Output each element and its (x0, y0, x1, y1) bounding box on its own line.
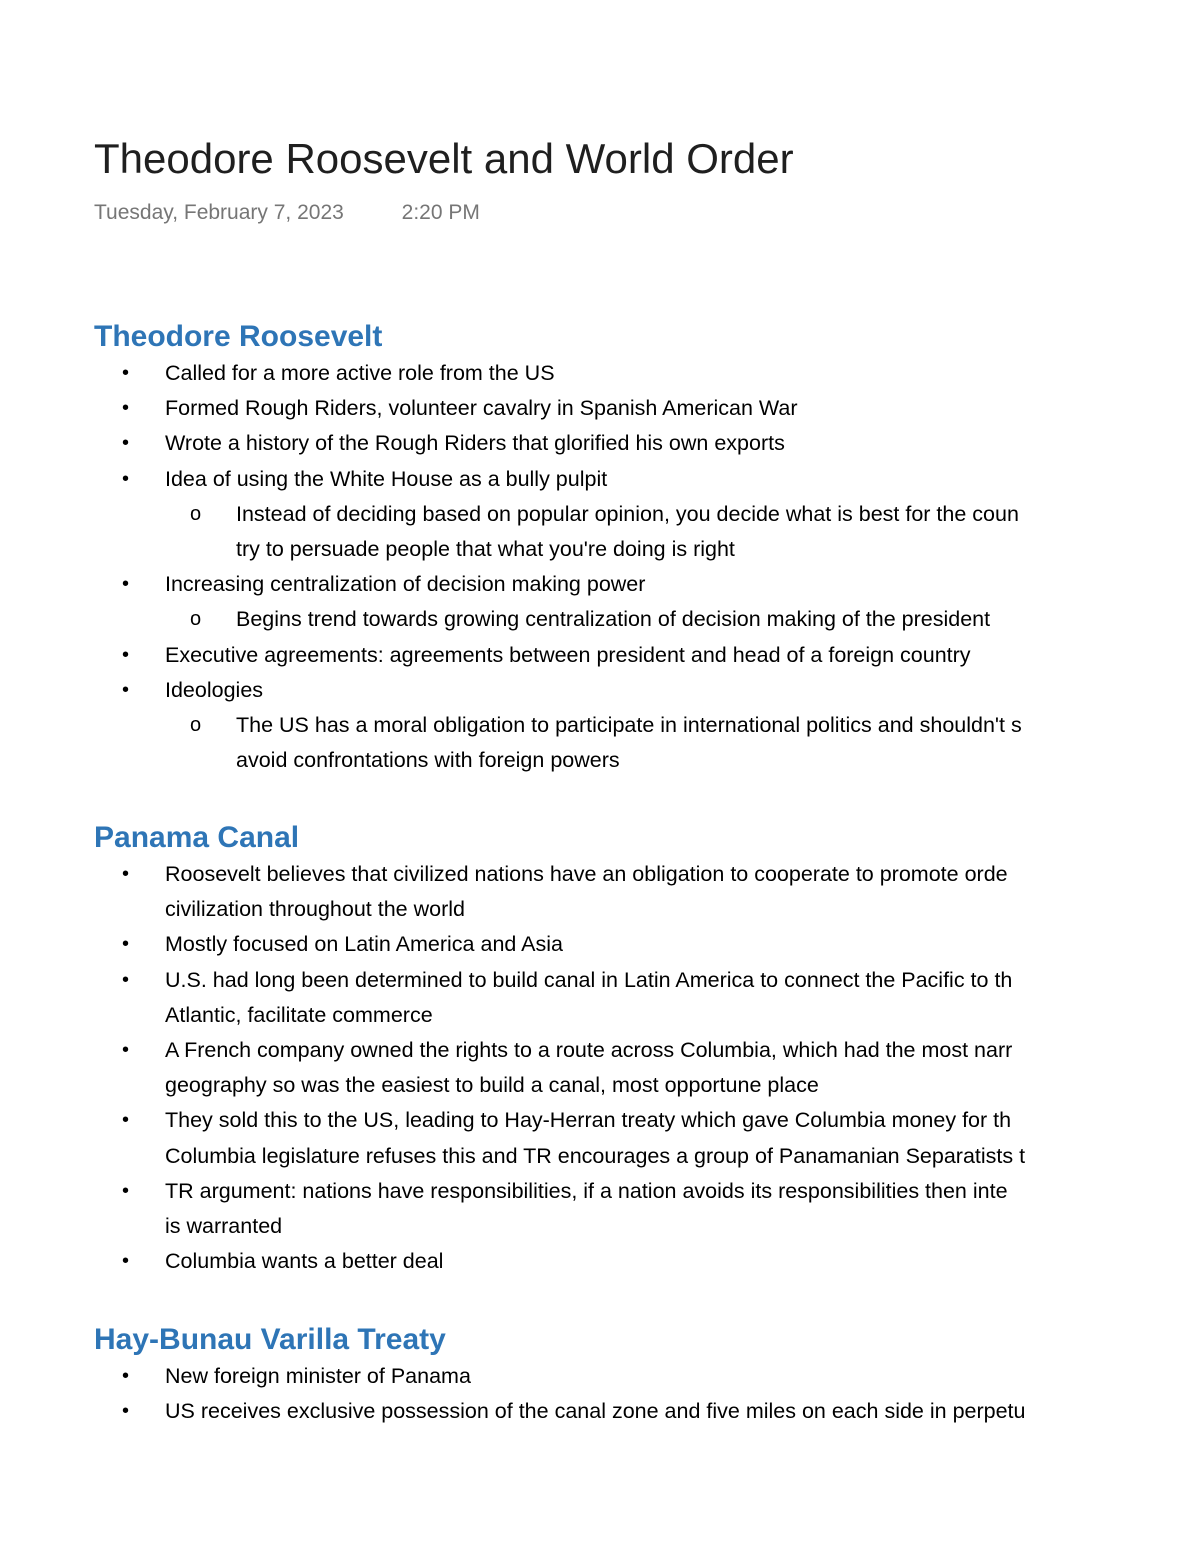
list-item (94, 638, 1200, 673)
list-item-text: Instead of deciding based on popular opinion, you decide what is best for the coun (236, 501, 1019, 526)
list-item (94, 1244, 1200, 1279)
list-item-text: Called for a more active role from the US (165, 361, 555, 385)
list-item-text: Mostly focused on Latin America and Asia (165, 932, 563, 957)
section-heading: Panama Canal (94, 821, 300, 854)
page-title: Theodore Roosevelt and World Order (94, 135, 794, 182)
sub-bullet-icon: o (190, 608, 202, 631)
bullet-icon: • (122, 968, 130, 991)
bullet-icon: • (122, 678, 130, 701)
list-item (94, 1103, 1200, 1173)
bullet-icon: • (122, 643, 130, 666)
list-item-text: TR argument: nations have responsibilities, if a nation avoids its responsibilities then inte (165, 1178, 1008, 1203)
list-item-text: civilization throughout the world (165, 897, 465, 922)
list-item-text: Atlantic, facilitate commerce (165, 1002, 433, 1027)
list-item (94, 927, 1200, 962)
bullet-icon: • (122, 573, 130, 596)
bullet-icon: • (122, 933, 130, 956)
bullet-list (94, 356, 1200, 778)
bullet-icon: • (122, 1039, 130, 1062)
list-item (94, 1033, 1200, 1103)
list-item (94, 356, 1200, 391)
section-heading: Theodore Roosevelt (94, 320, 383, 353)
section-hay-bunau-varilla-treaty (94, 1321, 1200, 1429)
sub-list-item (94, 708, 1200, 778)
list-item (94, 857, 1200, 927)
list-item (94, 567, 1200, 602)
section-panama-canal (94, 819, 1200, 1279)
bullet-icon: • (122, 1179, 130, 1202)
bullet-icon: • (122, 432, 130, 455)
bullet-icon: • (122, 1109, 130, 1132)
section-theodore-roosevelt (94, 318, 1200, 778)
list-item (94, 1174, 1200, 1244)
page-time: 2:20 PM (401, 201, 480, 224)
list-item-text: Idea of using the White House as a bully pulpit (165, 466, 608, 491)
list-item-text: A French company owned the rights to a route across Columbia, which had the most narr (165, 1038, 1013, 1063)
list-item-text: Executive agreements: agreements between president and head of a foreign country (165, 642, 971, 667)
list-item (94, 963, 1200, 1033)
bullet-icon: • (122, 397, 130, 420)
list-item (94, 391, 1200, 426)
list-item-text: Begins trend towards growing centralization of decision making of the president (236, 607, 991, 632)
sub-list-item (94, 602, 1200, 637)
bullet-icon: • (122, 863, 130, 885)
list-item-text: The US has a moral obligation to participate in international politics and shouldn't s (236, 713, 1022, 738)
list-item (94, 462, 1200, 497)
list-item-text: Formed Rough Riders, volunteer cavalry in Spanish American War (165, 396, 798, 421)
list-item-text: is warranted (165, 1214, 283, 1239)
list-item-text: avoid confrontations with foreign powers (236, 748, 620, 773)
list-item-text: Roosevelt believes that civilized nations have an obligation to cooperate to promote orde (165, 862, 1008, 886)
sub-list-item (94, 497, 1200, 567)
list-item-text: try to persuade people that what you're doing is right (236, 537, 735, 562)
bullet-icon: • (122, 1250, 130, 1273)
section-heading: Hay-Bunau Varilla Treaty (94, 1323, 446, 1356)
bullet-list (94, 857, 1200, 1279)
bullet-icon: • (122, 467, 130, 490)
list-item-text: geography so was the easiest to build a canal, most opportune place (165, 1073, 819, 1098)
list-item (94, 673, 1200, 708)
list-item-text: Columbia wants a better deal (165, 1249, 444, 1274)
list-item-text: Wrote a history of the Rough Riders that glorified his own exports (165, 431, 785, 456)
bullet-icon: • (122, 1365, 130, 1387)
bullet-icon: • (122, 362, 130, 384)
list-item-text: US receives exclusive possession of the canal zone and five miles on each side in perpetu (165, 1399, 1026, 1424)
list-item (94, 1394, 1200, 1429)
list-item-text: U.S. had long been determined to build canal in Latin America to connect the Pacific to th (165, 967, 1013, 992)
list-item (94, 426, 1200, 461)
list-item-text: New foreign minister of Panama (165, 1364, 471, 1388)
page-meta (94, 199, 480, 227)
list-item-text: They sold this to the US, leading to Hay-Herran treaty which gave Columbia money for th (165, 1108, 1012, 1133)
sub-bullet-icon: o (190, 502, 202, 525)
list-item-text: Columbia legislature refuses this and TR encourages a group of Panamanian Separatists t (165, 1143, 1026, 1168)
bullet-icon: • (122, 1400, 130, 1423)
sub-bullet-icon: o (190, 714, 202, 737)
list-item-text: Ideologies (165, 677, 264, 702)
bullet-list (94, 1359, 1200, 1429)
list-item (94, 1359, 1200, 1394)
page-date: Tuesday, February 7, 2023 (94, 201, 344, 224)
list-item-text: Increasing centralization of decision making power (165, 572, 646, 597)
